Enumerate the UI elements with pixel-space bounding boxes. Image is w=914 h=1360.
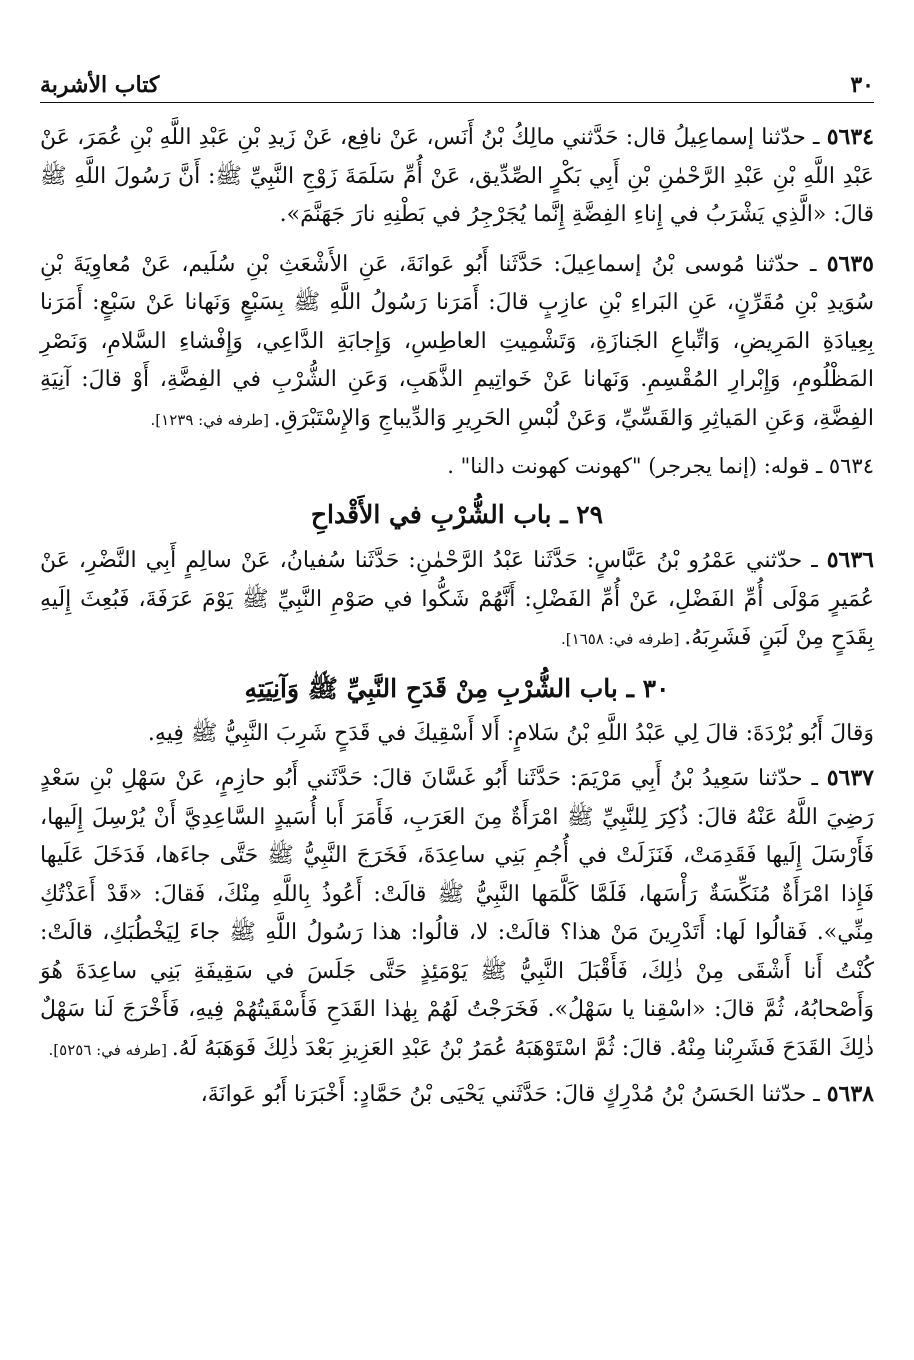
chapter-heading-30: ٣٠ ـ باب الشُّرْبِ مِنْ قَدَحِ النَّبِيِّ ﷺ وَآنِيَتِهِ: [244, 673, 670, 703]
hadith-5637: [40, 759, 874, 1069]
hadith-5636: [40, 541, 874, 659]
hadith-5635: [40, 245, 874, 440]
running-title: كتاب الأشربة: [40, 72, 160, 98]
page-number: ٣٠: [850, 72, 874, 98]
hadith-number: ٥٦٣٤: [826, 124, 874, 150]
tarf-reference: [طرفه في: ١٢٣٩].: [150, 410, 274, 429]
chapter-heading-29: ٢٩ ـ باب الشُّرْبِ في الأَقْداحِ: [310, 500, 604, 529]
hadith-text: ـ حدّثنا إسماعِيلُ قال: حَدَّثني مالِكُ بْنُ أَنَس، عَنْ نافِع، عَنْ زَيدِ بْنِ عَبْدِ اللَّهِ بْنِ عُمَرَ، عَنْ عَبْدِ اللَّهِ بْنِ عَبْدِ الرَّحْمٰنِ بْنِ أَبِي بَكْرٍ الصِّدِّيق، عَنْ أُمِّ سَلَمَةَ زَوْجِ النَّبِيِّ ﷺ: أَنَّ رَسُولَ اللَّهِ ﷺ قالَ: «الَّذِي يَشْرَبُ في إِناءِ الفِضَّةِ إِنَّما يُجَرْجِرُ في بَطْنِهِ نارَ جَهَنَّمَ».: [40, 125, 874, 227]
hadith-text: ـ حدّثنا سَعِيدُ بْنُ أَبِي مَرْيَمَ: حَدَّثَنا أَبُو غَسَّانَ قالَ: حَدَّثَني أَبُو حازِمٍ، عَنْ سَهْلِ بْنِ سَعْدٍ رَضِيَ اللَّهُ عَنْهُ قالَ: ذُكِرَ لِلنَّبِيِّ ﷺ امْرَأَةٌ مِنَ العَرَبِ، فَأَمَرَ أَبا أُسَيدٍ السَّاعِدِيَّ أَنْ يُرْسِلَ إِلَيها، فَأَرْسَلَ إِلَيها فَقَدِمَتْ، فَنَزَلَتْ في أُجُمِ بَنِي ساعِدَةَ، فَخَرَجَ النَّبِيُّ ﷺ حَتَّى جاءَها، فَدَخَلَ عَلَيها فَإِذا امْرَأَةٌ مُنَكِّسَةٌ رَأْسَها، فَلَمَّا كَلَّمَها النَّبِيُّ ﷺ قالَتْ: أَعُوذُ بِاللَّهِ مِنْكَ، فَقالَ: «قَدْ أَعَذْتُكِ مِنِّي». فَقالُوا لَها: أَتَدْرِينَ مَنْ هذا؟ قالَتْ: لا، قالُوا: هذا رَسُولُ اللَّهِ ﷺ جاءَ لِيَخْطُبَكِ، قالَتْ: كُنْتُ أَنا أَشْقَى مِنْ ذٰلِكَ، فَأَقْبَلَ النَّبِيُّ ﷺ يَوْمَئِذٍ حَتَّى جَلَسَ في سَقِيفَةِ بَنِي ساعِدَةَ هُوَ وَأَصْحابُهُ، ثُمَّ قالَ: «اسْقِنا يا سَهْلُ». فَخَرَجْتُ لَهُمْ بِهٰذا القَدَحِ فَأَسْقَيتُهُمْ فِيهِ، فَأَخْرَجَ لَنا سَهْلٌ ذٰلِكَ القَدَحَ فَشَرِبْنا مِنْهُ. قالَ: ثُمَّ اسْتَوْهَبَهُ عُمَرُ بْنُ عَبْدِ العَزِيزِ بَعْدَ ذٰلِكَ فَوَهَبَهُ لَهُ.: [40, 766, 874, 1061]
note-number: ٥٦٣٤: [828, 454, 874, 478]
hadith-number: ٥٦٣٦: [826, 547, 874, 573]
hadith-number: ٥٦٣٧: [826, 765, 874, 791]
hadith-text: ـ حدّثنا مُوسى بْنُ إسماعِيلَ: حَدَّثَنا أَبُو عَوانَةَ، عَنِ الأَشْعَثِ بْنِ سُلَيم، عَنْ مُعاوِيَةَ بْنِ سُوَيدِ بْنِ مُقَرِّنٍ، عَنِ البَراءِ بْنِ عازِبٍ قالَ: أَمَرَنا رَسُولُ اللَّهِ ﷺ بِسَبْعٍ وَنَهانا عَنْ سَبْعٍ: أَمَرَنا بِعِيادَةِ المَرِيضِ، وَاتِّباعِ الجَنازَةِ، وَتَشْمِيتِ العاطِسِ، وَإِجابَةِ الدَّاعِي، وَإِفْشاءِ السَّلامِ، وَنَصْرِ المَظْلُومِ، وَإِبْرارِ المُقْسِمِ. وَنَهانا عَنْ خَواتِيمِ الذَّهَبِ، وَعَنِ الشُّرْبِ في الفِضَّةِ، أَوْ قالَ: آنِيَةِ الفِضَّةِ، وَعَنِ المَياثِرِ وَالقَسِّيِّ، وَعَنْ لُبْسِ الحَرِيرِ وَالدِّيباجِ وَالإِسْتَبْرَقِ.: [40, 251, 874, 431]
hadith-text: ـ حدّثنا الحَسَنُ بْنُ مُدْرِكٍ قالَ: حَدَّثَني يَحْيَى بْنُ حَمَّادٍ: أَخْبَرَنا أَبُو عَوانَةَ،: [200, 1082, 827, 1107]
hadith-number: ٥٦٣٥: [826, 250, 874, 277]
page-header: [40, 60, 874, 103]
note-text: ـ قوله: (إنما يجرجر) "كهونت كهونت دالنا" .: [447, 454, 829, 478]
hadith-number: ٥٦٣٨: [826, 1081, 874, 1107]
hadith-text: ـ حدّثني عَمْرُو بْنُ عَبَّاسٍ: حَدَّثَنا عَبْدُ الرَّحْمٰنِ: حَدَّثَنا سُفيانُ، عَنْ سالِمٍ أَبِي النَّضْرِ، عَنْ عُمَيرٍ مَوْلَى أُمِّ الفَضْلِ، عَنْ أُمِّ الفَضْلِ: أَنَّهُمْ شَكُّوا في صَوْمِ النَّبِيِّ ﷺ يَوْمَ عَرَفَةَ، فَبُعِثَ إِلَيهِ بِقَدَحٍ مِنْ لَبَنٍ فَشَرِبَهُ.: [40, 548, 874, 650]
hadith-5638: [40, 1075, 874, 1115]
commentary-note: [40, 447, 874, 485]
page-content: [40, 118, 874, 1115]
chapter-intro: وَقالَ أَبُو بُرْدَةَ: قالَ لِي عَبْدُ اللَّهِ بْنُ سَلامٍ: أَلا أَسْقِيكَ في قَدَحٍ شَرِبَ النَّبِيُّ ﷺ فِيهِ.: [147, 720, 874, 746]
hadith-5634: [40, 118, 874, 235]
tarf-reference: [طرفه في: ١٦٥٨].: [561, 630, 685, 648]
tarf-reference: [طرفه في: ٥٢٥٦].: [48, 1040, 172, 1059]
